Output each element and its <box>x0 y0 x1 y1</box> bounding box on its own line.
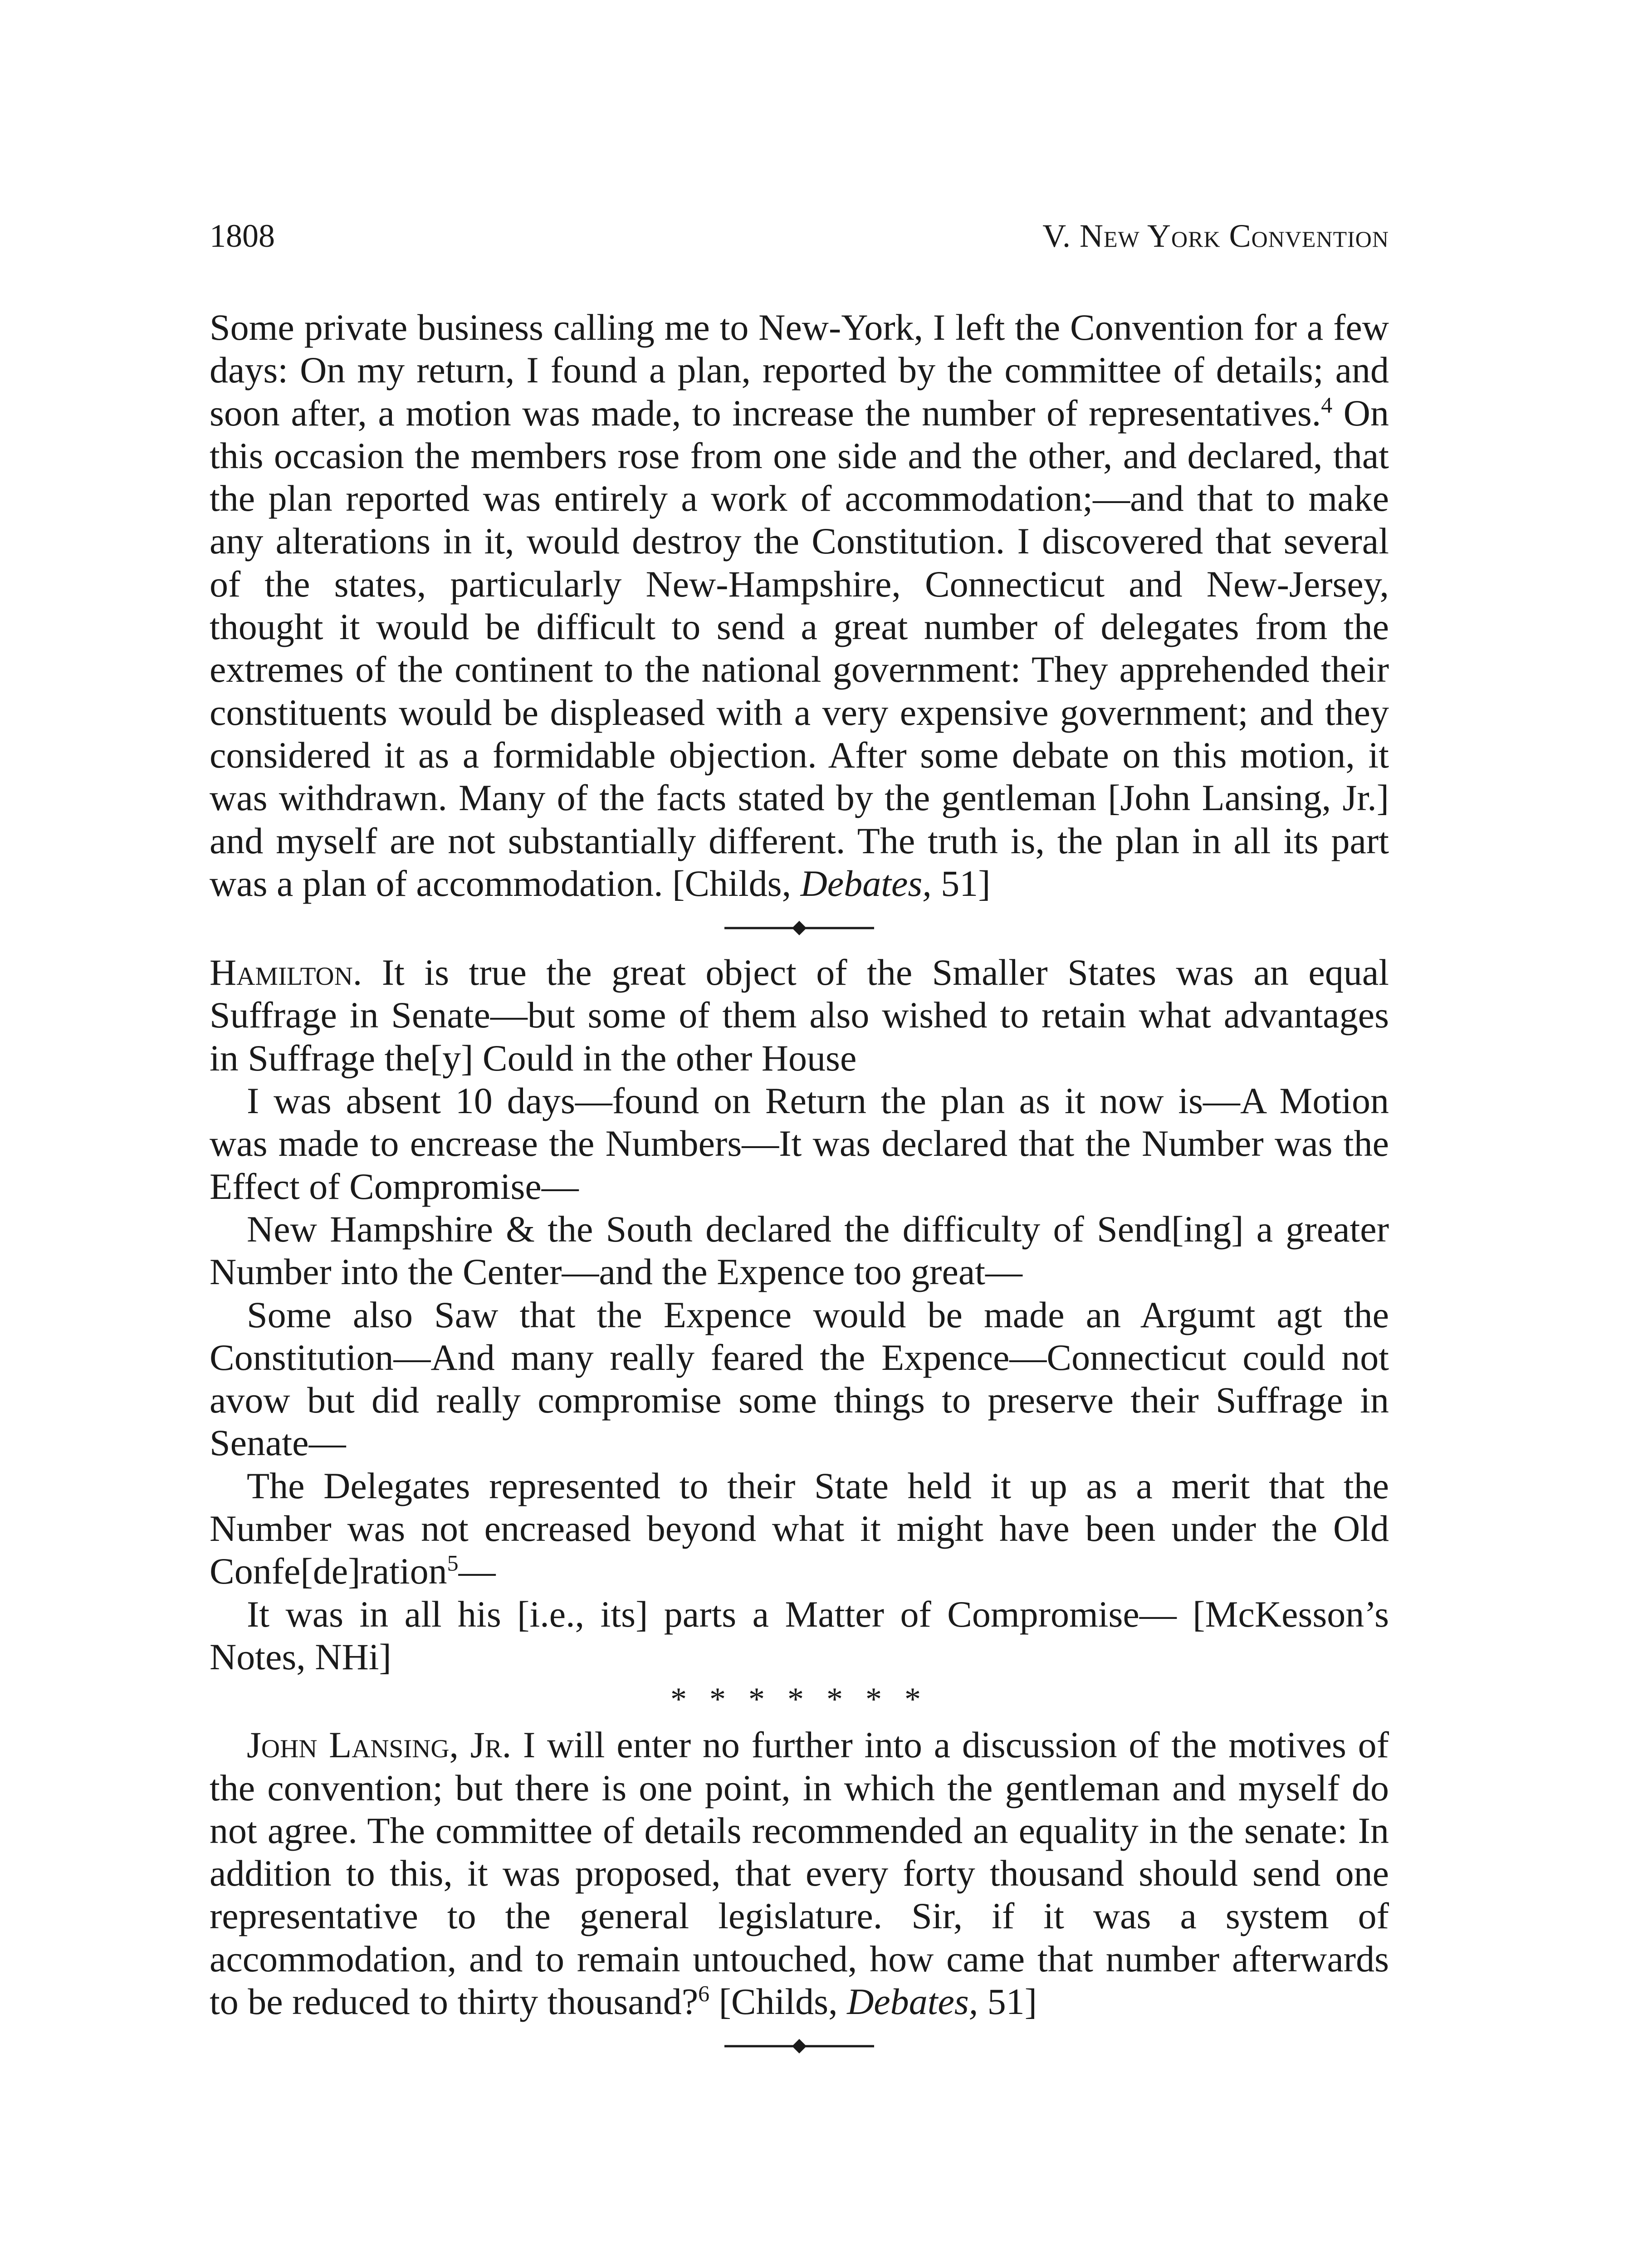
paragraph-text: Some private business calling me to New-York, I left the Convention for a few days: On my return, I found a plan, reported by the committee of details; and soon after, a motion was made, to increase the number of representatives. <box>210 307 1389 434</box>
paragraph-hamilton-1 <box>210 951 1389 1080</box>
running-header <box>210 213 1389 259</box>
citation-title: Debates, <box>847 1980 978 2022</box>
citation-end: 51] <box>978 1980 1037 2022</box>
footnote-ref-4[interactable]: 4 <box>1321 392 1333 418</box>
ornament-divider <box>210 908 1389 948</box>
paragraph-text: It is true the great object of the Smaller States was an equal Suffrage in Senate—but some of them also wished to retain what advantages in Suffrage the[y] Could in the other House <box>210 952 1389 1079</box>
paragraph-text: On this occasion the members rose from one side and the other, and declared, that the plan reported was entirely a work of accommodation;—and that to make any alterations in it, would destroy the Constitution. I discovered that several of the states, particularly New-Hampshire, Connecticut and New-Jersey, thought it would be difficult to send a great number of delegates from the extremes of the continent to the national government: They apprehended their constituents would be displeased with a very expensive government; and they considered it as a formidable objection. After some debate on this motion, it was withdrawn. Many of the facts stated by the gentleman [John Lansing, Jr.] and myself are not substantially different. The truth is, the plan in all its part was a plan of accommodation. [Childs, <box>210 392 1389 904</box>
paragraph-hamilton-2: I was absent 10 days—found on Return the plan as it now is—A Motion was made to encrease the Numbers—It was declared that the Number was the Effect of Compromise— <box>210 1080 1389 1207</box>
citation-title: Debates, <box>800 862 932 904</box>
paragraph-text: I will enter no further into a discussion of the motives of the convention; but there is one point, in which the gentleman and myself do not agree. The committee of details recommended an equality in the senate: In addition to this, it was proposed, that every forty thousand should send one representative to the general legislature. Sir, if it was a system of accommodation, and to remain untouched, how came that number afterwards to be reduced to thirty thousand? <box>210 1724 1389 2022</box>
footnote-ref-5[interactable]: 5 <box>447 1550 459 1576</box>
citation-end: 51] <box>931 862 991 904</box>
paragraph-text: — <box>458 1550 496 1592</box>
paragraph-text: The Delegates represented to their State held it up as a merit that the Number was not encreased beyond what it might have been under the Old Confe[de]ration <box>210 1465 1389 1592</box>
asterisk-separator: * * * * * * * <box>670 1681 928 1718</box>
paragraph-hamilton-3: New Hampshire & the South declared the difficulty of Send[ing] a greater Number into the Center—and the Expence too great— <box>210 1208 1389 1293</box>
paragraph-section1 <box>210 306 1389 905</box>
paragraph-lansing <box>210 1724 1389 2023</box>
speaker-name: John Lansing, Jr. <box>247 1724 512 1766</box>
running-title: V. New York Convention <box>1042 218 1389 254</box>
document-page <box>210 213 1389 2069</box>
paragraph-hamilton-5 <box>210 1465 1389 1593</box>
paragraph-text: [Childs, <box>709 1980 847 2022</box>
diamond-rule-icon <box>724 919 874 937</box>
ornament-divider <box>210 2026 1389 2067</box>
paragraph-hamilton-6: It was in all his [i.e., its] parts a Matter of Compromise— [McKesson’s Notes, NHi] <box>210 1593 1389 1677</box>
page-number: 1808 <box>210 218 275 254</box>
footnote-ref-6[interactable]: 6 <box>698 1980 710 2006</box>
paragraph-hamilton-4: Some also Saw that the Expence would be made an Argumt agt the Constitution—And many really feared the Expence—Connecticut could not avow but did really compromise some things to preserve their Suffrage in Senate— <box>210 1294 1389 1464</box>
diamond-rule-icon <box>724 2037 874 2055</box>
speaker-name: Hamilton. <box>210 952 362 993</box>
